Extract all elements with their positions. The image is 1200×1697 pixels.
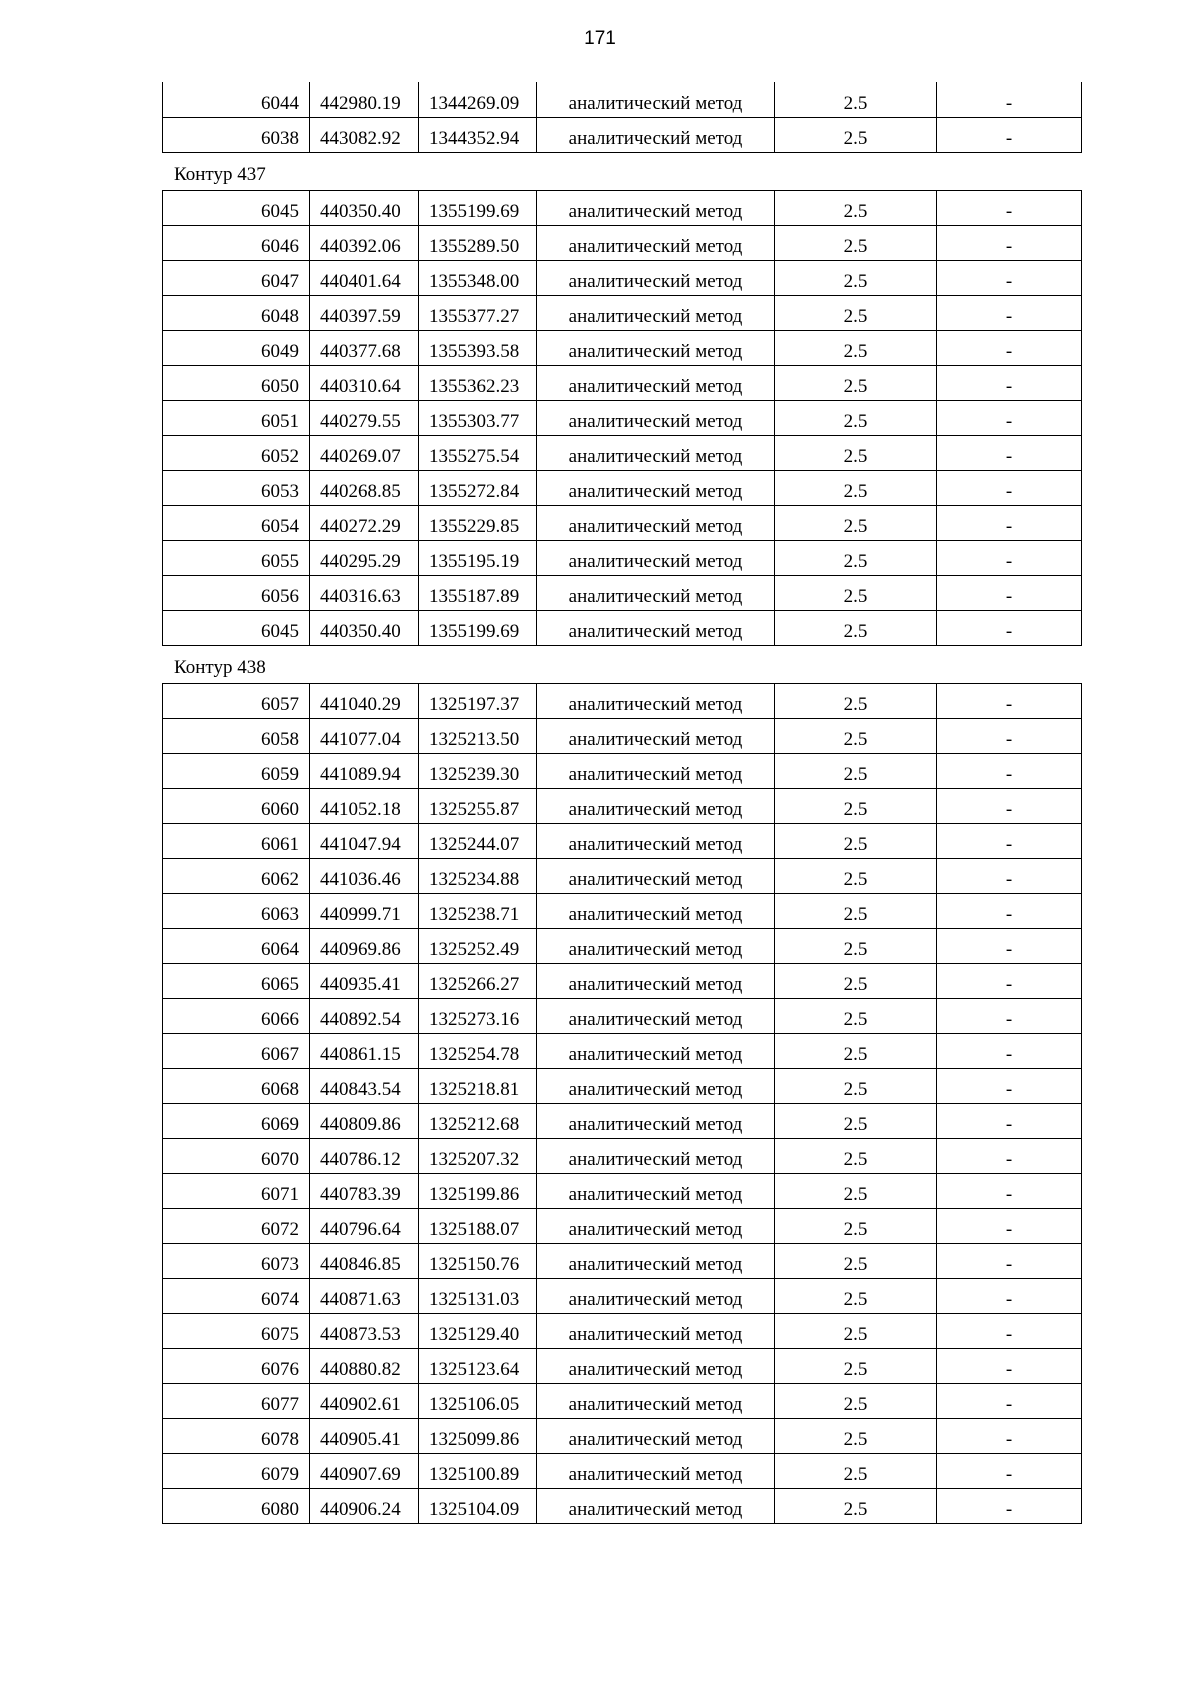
method-cell: аналитический метод [537, 963, 775, 998]
note-cell: - [937, 225, 1082, 260]
table-row [163, 610, 1082, 645]
method-cell: аналитический метод [537, 858, 775, 893]
y-coordinate-cell: 1325100.89 [419, 1453, 537, 1488]
note-cell: - [937, 260, 1082, 295]
y-coordinate-cell: 1325213.50 [419, 718, 537, 753]
precision-cell: 2.5 [775, 823, 937, 858]
table-row [163, 858, 1082, 893]
table-row [163, 1278, 1082, 1313]
precision-cell: 2.5 [775, 928, 937, 963]
x-coordinate-cell: 440272.29 [310, 505, 419, 540]
x-coordinate-cell: 440350.40 [310, 190, 419, 225]
point-number-cell: 6079 [163, 1453, 310, 1488]
method-cell: аналитический метод [537, 1243, 775, 1278]
point-number-cell: 6074 [163, 1278, 310, 1313]
point-number-cell: 6065 [163, 963, 310, 998]
y-coordinate-cell: 1325197.37 [419, 683, 537, 718]
note-cell: - [937, 718, 1082, 753]
x-coordinate-cell: 440843.54 [310, 1068, 419, 1103]
precision-cell: 2.5 [775, 753, 937, 788]
y-coordinate-cell: 1325104.09 [419, 1488, 537, 1523]
x-coordinate-cell: 440935.41 [310, 963, 419, 998]
method-cell: аналитический метод [537, 260, 775, 295]
method-cell: аналитический метод [537, 1348, 775, 1383]
precision-cell: 2.5 [775, 1313, 937, 1348]
point-number-cell: 6071 [163, 1173, 310, 1208]
page-number: 171 [584, 28, 616, 49]
table-row [163, 400, 1082, 435]
x-coordinate-cell: 440861.15 [310, 1033, 419, 1068]
point-number-cell: 6051 [163, 400, 310, 435]
note-cell: - [937, 365, 1082, 400]
x-coordinate-cell: 440392.06 [310, 225, 419, 260]
note-cell: - [937, 575, 1082, 610]
point-number-cell: 6068 [163, 1068, 310, 1103]
method-cell: аналитический метод [537, 683, 775, 718]
x-coordinate-cell: 440397.59 [310, 295, 419, 330]
y-coordinate-cell: 1355362.23 [419, 365, 537, 400]
point-number-cell: 6057 [163, 683, 310, 718]
note-cell: - [937, 1348, 1082, 1383]
note-cell: - [937, 295, 1082, 330]
point-number-cell: 6078 [163, 1418, 310, 1453]
note-cell: - [937, 1453, 1082, 1488]
precision-cell: 2.5 [775, 540, 937, 575]
table-row [163, 470, 1082, 505]
y-coordinate-cell: 1355199.69 [419, 190, 537, 225]
y-coordinate-cell: 1325123.64 [419, 1348, 537, 1383]
note-cell: - [937, 1208, 1082, 1243]
note-cell: - [937, 190, 1082, 225]
x-coordinate-cell: 440268.85 [310, 470, 419, 505]
table-row [163, 1313, 1082, 1348]
table-row [163, 575, 1082, 610]
x-coordinate-cell: 440892.54 [310, 998, 419, 1033]
x-coordinate-cell: 440907.69 [310, 1453, 419, 1488]
precision-cell: 2.5 [775, 1453, 937, 1488]
x-coordinate-cell: 440906.24 [310, 1488, 419, 1523]
y-coordinate-cell: 1355229.85 [419, 505, 537, 540]
table-row [163, 117, 1082, 152]
x-coordinate-cell: 440871.63 [310, 1278, 419, 1313]
note-cell: - [937, 998, 1082, 1033]
x-coordinate-cell: 440401.64 [310, 260, 419, 295]
point-number-cell: 6054 [163, 505, 310, 540]
method-cell: аналитический метод [537, 190, 775, 225]
precision-cell: 2.5 [775, 190, 937, 225]
note-cell: - [937, 1313, 1082, 1348]
point-number-cell: 6072 [163, 1208, 310, 1243]
method-cell: аналитический метод [537, 788, 775, 823]
y-coordinate-cell: 1325254.78 [419, 1033, 537, 1068]
precision-cell: 2.5 [775, 1278, 937, 1313]
y-coordinate-cell: 1325273.16 [419, 998, 537, 1033]
y-coordinate-cell: 1325238.71 [419, 893, 537, 928]
precision-cell: 2.5 [775, 1068, 937, 1103]
method-cell: аналитический метод [537, 330, 775, 365]
table-row [163, 540, 1082, 575]
point-number-cell: 6056 [163, 575, 310, 610]
note-cell: - [937, 330, 1082, 365]
note-cell: - [937, 963, 1082, 998]
point-number-cell: 6052 [163, 435, 310, 470]
x-coordinate-cell: 440316.63 [310, 575, 419, 610]
point-number-cell: 6050 [163, 365, 310, 400]
table-row [163, 753, 1082, 788]
x-coordinate-cell: 440999.71 [310, 893, 419, 928]
precision-cell: 2.5 [775, 1243, 937, 1278]
x-coordinate-cell: 441036.46 [310, 858, 419, 893]
precision-cell: 2.5 [775, 1208, 937, 1243]
precision-cell: 2.5 [775, 963, 937, 998]
point-number-cell: 6077 [163, 1383, 310, 1418]
table-row [163, 260, 1082, 295]
method-cell: аналитический метод [537, 1313, 775, 1348]
method-cell: аналитический метод [537, 540, 775, 575]
y-coordinate-cell: 1355289.50 [419, 225, 537, 260]
precision-cell: 2.5 [775, 575, 937, 610]
note-cell: - [937, 1173, 1082, 1208]
point-number-cell: 6038 [163, 117, 310, 152]
x-coordinate-cell: 440873.53 [310, 1313, 419, 1348]
method-cell: аналитический метод [537, 718, 775, 753]
note-cell: - [937, 82, 1082, 117]
table-row [163, 82, 1082, 117]
table-row [163, 963, 1082, 998]
x-coordinate-cell: 442980.19 [310, 82, 419, 117]
table-row [163, 1348, 1082, 1383]
precision-cell: 2.5 [775, 1103, 937, 1138]
note-cell: - [937, 858, 1082, 893]
y-coordinate-cell: 1325218.81 [419, 1068, 537, 1103]
method-cell: аналитический метод [537, 1173, 775, 1208]
point-number-cell: 6044 [163, 82, 310, 117]
note-cell: - [937, 1138, 1082, 1173]
point-number-cell: 6067 [163, 1033, 310, 1068]
note-cell: - [937, 505, 1082, 540]
table-row [163, 505, 1082, 540]
y-coordinate-cell: 1325131.03 [419, 1278, 537, 1313]
method-cell: аналитический метод [537, 470, 775, 505]
note-cell: - [937, 1243, 1082, 1278]
point-number-cell: 6062 [163, 858, 310, 893]
note-cell: - [937, 823, 1082, 858]
note-cell: - [937, 788, 1082, 823]
contour-label: Контур 437 [174, 163, 266, 185]
point-number-cell: 6080 [163, 1488, 310, 1523]
method-cell: аналитический метод [537, 1278, 775, 1313]
precision-cell: 2.5 [775, 295, 937, 330]
y-coordinate-cell: 1325150.76 [419, 1243, 537, 1278]
method-cell: аналитический метод [537, 400, 775, 435]
table-row [163, 295, 1082, 330]
method-cell: аналитический метод [537, 1488, 775, 1523]
y-coordinate-cell: 1344269.09 [419, 82, 537, 117]
y-coordinate-cell: 1355393.58 [419, 330, 537, 365]
point-number-cell: 6076 [163, 1348, 310, 1383]
precision-cell: 2.5 [775, 365, 937, 400]
point-number-cell: 6047 [163, 260, 310, 295]
method-cell: аналитический метод [537, 1453, 775, 1488]
table-row [163, 190, 1082, 225]
table-row [163, 225, 1082, 260]
x-coordinate-cell: 440295.29 [310, 540, 419, 575]
point-number-cell: 6045 [163, 610, 310, 645]
note-cell: - [937, 1103, 1082, 1138]
y-coordinate-cell: 1325239.30 [419, 753, 537, 788]
table-row [163, 1453, 1082, 1488]
x-coordinate-cell: 441089.94 [310, 753, 419, 788]
x-coordinate-cell: 441047.94 [310, 823, 419, 858]
x-coordinate-cell: 441052.18 [310, 788, 419, 823]
note-cell: - [937, 1033, 1082, 1068]
y-coordinate-cell: 1355348.00 [419, 260, 537, 295]
coordinates-table [162, 683, 1082, 1524]
method-cell: аналитический метод [537, 753, 775, 788]
precision-cell: 2.5 [775, 505, 937, 540]
y-coordinate-cell: 1325207.32 [419, 1138, 537, 1173]
x-coordinate-cell: 443082.92 [310, 117, 419, 152]
x-coordinate-cell: 440969.86 [310, 928, 419, 963]
y-coordinate-cell: 1355377.27 [419, 295, 537, 330]
x-coordinate-cell: 440902.61 [310, 1383, 419, 1418]
note-cell: - [937, 540, 1082, 575]
method-cell: аналитический метод [537, 82, 775, 117]
x-coordinate-cell: 440786.12 [310, 1138, 419, 1173]
point-number-cell: 6049 [163, 330, 310, 365]
note-cell: - [937, 1068, 1082, 1103]
table-row [163, 788, 1082, 823]
precision-cell: 2.5 [775, 858, 937, 893]
point-number-cell: 6053 [163, 470, 310, 505]
precision-cell: 2.5 [775, 1138, 937, 1173]
x-coordinate-cell: 440809.86 [310, 1103, 419, 1138]
precision-cell: 2.5 [775, 330, 937, 365]
precision-cell: 2.5 [775, 610, 937, 645]
method-cell: аналитический метод [537, 295, 775, 330]
point-number-cell: 6063 [163, 893, 310, 928]
table-row [163, 928, 1082, 963]
y-coordinate-cell: 1325255.87 [419, 788, 537, 823]
point-number-cell: 6055 [163, 540, 310, 575]
y-coordinate-cell: 1344352.94 [419, 117, 537, 152]
note-cell: - [937, 753, 1082, 788]
y-coordinate-cell: 1325234.88 [419, 858, 537, 893]
method-cell: аналитический метод [537, 435, 775, 470]
y-coordinate-cell: 1355187.89 [419, 575, 537, 610]
x-coordinate-cell: 440310.64 [310, 365, 419, 400]
table-row [163, 683, 1082, 718]
coordinates-table [162, 82, 1082, 153]
table-row [163, 1103, 1082, 1138]
document-body [162, 82, 1081, 1524]
point-number-cell: 6058 [163, 718, 310, 753]
table-row [163, 1173, 1082, 1208]
point-number-cell: 6045 [163, 190, 310, 225]
precision-cell: 2.5 [775, 82, 937, 117]
point-number-cell: 6069 [163, 1103, 310, 1138]
table-row [163, 1418, 1082, 1453]
method-cell: аналитический метод [537, 117, 775, 152]
note-cell: - [937, 1488, 1082, 1523]
x-coordinate-cell: 440796.64 [310, 1208, 419, 1243]
note-cell: - [937, 400, 1082, 435]
table-row [163, 893, 1082, 928]
precision-cell: 2.5 [775, 998, 937, 1033]
x-coordinate-cell: 441077.04 [310, 718, 419, 753]
precision-cell: 2.5 [775, 1033, 937, 1068]
x-coordinate-cell: 441040.29 [310, 683, 419, 718]
point-number-cell: 6075 [163, 1313, 310, 1348]
method-cell: аналитический метод [537, 1418, 775, 1453]
precision-cell: 2.5 [775, 1383, 937, 1418]
y-coordinate-cell: 1355275.54 [419, 435, 537, 470]
table-row [163, 1243, 1082, 1278]
precision-cell: 2.5 [775, 435, 937, 470]
method-cell: аналитический метод [537, 998, 775, 1033]
table-row [163, 1488, 1082, 1523]
table-row [163, 1138, 1082, 1173]
x-coordinate-cell: 440905.41 [310, 1418, 419, 1453]
coordinates-table [162, 190, 1082, 646]
note-cell: - [937, 1383, 1082, 1418]
y-coordinate-cell: 1325129.40 [419, 1313, 537, 1348]
point-number-cell: 6060 [163, 788, 310, 823]
method-cell: аналитический метод [537, 505, 775, 540]
x-coordinate-cell: 440350.40 [310, 610, 419, 645]
y-coordinate-cell: 1325099.86 [419, 1418, 537, 1453]
point-number-cell: 6059 [163, 753, 310, 788]
table-row [163, 365, 1082, 400]
y-coordinate-cell: 1325199.86 [419, 1173, 537, 1208]
note-cell: - [937, 1418, 1082, 1453]
table-row [163, 998, 1082, 1033]
y-coordinate-cell: 1325266.27 [419, 963, 537, 998]
method-cell: аналитический метод [537, 1383, 775, 1418]
precision-cell: 2.5 [775, 225, 937, 260]
table-row [163, 1068, 1082, 1103]
y-coordinate-cell: 1325188.07 [419, 1208, 537, 1243]
method-cell: аналитический метод [537, 1138, 775, 1173]
y-coordinate-cell: 1355272.84 [419, 470, 537, 505]
point-number-cell: 6066 [163, 998, 310, 1033]
method-cell: аналитический метод [537, 225, 775, 260]
x-coordinate-cell: 440279.55 [310, 400, 419, 435]
precision-cell: 2.5 [775, 400, 937, 435]
note-cell: - [937, 435, 1082, 470]
precision-cell: 2.5 [775, 1348, 937, 1383]
table-row [163, 435, 1082, 470]
x-coordinate-cell: 440846.85 [310, 1243, 419, 1278]
precision-cell: 2.5 [775, 718, 937, 753]
table-row [163, 330, 1082, 365]
point-number-cell: 6070 [163, 1138, 310, 1173]
contour-label: Контур 438 [174, 656, 266, 678]
y-coordinate-cell: 1355195.19 [419, 540, 537, 575]
table-row [163, 718, 1082, 753]
y-coordinate-cell: 1325252.49 [419, 928, 537, 963]
method-cell: аналитический метод [537, 1208, 775, 1243]
table-row [163, 1383, 1082, 1418]
method-cell: аналитический метод [537, 1068, 775, 1103]
method-cell: аналитический метод [537, 610, 775, 645]
point-number-cell: 6061 [163, 823, 310, 858]
precision-cell: 2.5 [775, 260, 937, 295]
precision-cell: 2.5 [775, 788, 937, 823]
method-cell: аналитический метод [537, 365, 775, 400]
note-cell: - [937, 610, 1082, 645]
y-coordinate-cell: 1325106.05 [419, 1383, 537, 1418]
note-cell: - [937, 893, 1082, 928]
y-coordinate-cell: 1355199.69 [419, 610, 537, 645]
table-row [163, 1208, 1082, 1243]
x-coordinate-cell: 440377.68 [310, 330, 419, 365]
note-cell: - [937, 117, 1082, 152]
method-cell: аналитический метод [537, 893, 775, 928]
point-number-cell: 6046 [163, 225, 310, 260]
precision-cell: 2.5 [775, 1488, 937, 1523]
table-row [163, 1033, 1082, 1068]
precision-cell: 2.5 [775, 1418, 937, 1453]
point-number-cell: 6048 [163, 295, 310, 330]
x-coordinate-cell: 440783.39 [310, 1173, 419, 1208]
method-cell: аналитический метод [537, 1033, 775, 1068]
precision-cell: 2.5 [775, 117, 937, 152]
note-cell: - [937, 470, 1082, 505]
y-coordinate-cell: 1325212.68 [419, 1103, 537, 1138]
y-coordinate-cell: 1325244.07 [419, 823, 537, 858]
precision-cell: 2.5 [775, 470, 937, 505]
point-number-cell: 6073 [163, 1243, 310, 1278]
x-coordinate-cell: 440269.07 [310, 435, 419, 470]
precision-cell: 2.5 [775, 683, 937, 718]
precision-cell: 2.5 [775, 893, 937, 928]
method-cell: аналитический метод [537, 823, 775, 858]
note-cell: - [937, 683, 1082, 718]
precision-cell: 2.5 [775, 1173, 937, 1208]
y-coordinate-cell: 1355303.77 [419, 400, 537, 435]
note-cell: - [937, 1278, 1082, 1313]
x-coordinate-cell: 440880.82 [310, 1348, 419, 1383]
method-cell: аналитический метод [537, 575, 775, 610]
method-cell: аналитический метод [537, 1103, 775, 1138]
note-cell: - [937, 928, 1082, 963]
table-row [163, 823, 1082, 858]
point-number-cell: 6064 [163, 928, 310, 963]
method-cell: аналитический метод [537, 928, 775, 963]
